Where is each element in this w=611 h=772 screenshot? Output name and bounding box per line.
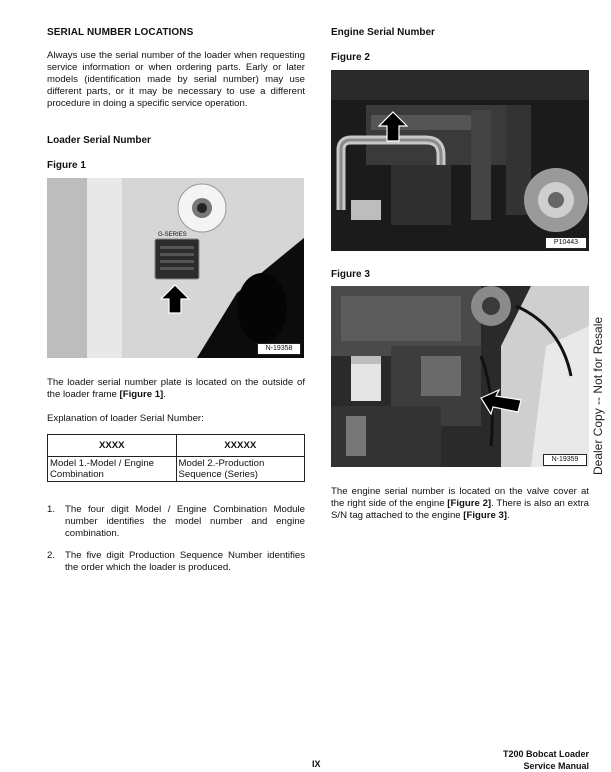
engine-tag-image xyxy=(331,286,589,467)
loader-serial-heading: Loader Serial Number xyxy=(47,135,151,146)
plate-location-paragraph: The loader serial number plate is located on the outside of the loader frame [Figure 1]. xyxy=(47,377,305,400)
figure1-photo xyxy=(47,178,304,358)
engine-serial-heading: Engine Serial Number xyxy=(331,27,435,38)
figure3-photo xyxy=(331,286,589,467)
figure2-ref: P10443 xyxy=(545,237,587,249)
engine-valve-cover-image xyxy=(331,70,589,251)
figure1-ref: N-19358 xyxy=(257,343,301,355)
figure1-label: Figure 1 xyxy=(47,160,86,171)
figure3-ref: N-19359 xyxy=(543,454,587,466)
list-item: 1. The four digit Model / Engine Combination Module number identifies the model number and engine combination. xyxy=(47,504,305,539)
plate-label: G-SERIES xyxy=(158,232,187,238)
footer-line-1: T200 Bobcat Loader xyxy=(502,749,589,759)
table-cell-sequence: Model 2.-Production Sequence (Series) xyxy=(176,457,305,482)
figure3-label: Figure 3 xyxy=(331,269,370,280)
engine-serial-paragraph: The engine serial number is located on the valve cover at the right side of the engine [Figure 2]. There is also an extra S/N tag attached to the engine [Figure 3]. xyxy=(331,486,589,521)
table-header-model: XXXX xyxy=(48,435,177,457)
footer-title xyxy=(440,748,589,772)
figure2-reference: [Figure 2] xyxy=(447,498,492,509)
table-header-sequence: XXXXX xyxy=(176,435,305,457)
section-heading: SERIAL NUMBER LOCATIONS xyxy=(47,27,194,38)
figure2-label: Figure 2 xyxy=(331,52,370,63)
list-item: 2. The five digit Production Sequence Number identifies the order which the loader is produced. xyxy=(47,550,305,573)
explanation-text: Explanation of loader Serial Number: xyxy=(47,413,204,424)
intro-paragraph: Always use the serial number of the loader when requesting service information or when ordering parts. Early or later models (identification made by serial number) may use different parts, or it may be necessary to use a different procedure in doing a specific service operation. xyxy=(47,50,305,109)
figure2-photo xyxy=(331,70,589,251)
figure3-reference: [Figure 3] xyxy=(463,510,507,521)
dealer-copy-watermark: Dealer Copy -- Not for Resale xyxy=(591,316,605,475)
table-cell-model: Model 1.-Model / Engine Combination xyxy=(48,457,177,482)
numbered-list xyxy=(47,504,305,584)
serial-number-table xyxy=(47,434,305,482)
footer-line-2: Service Manual xyxy=(523,761,589,771)
page-number: IX xyxy=(312,759,321,769)
figure1-reference: [Figure 1] xyxy=(119,389,164,400)
loader-frame-image xyxy=(47,178,304,358)
